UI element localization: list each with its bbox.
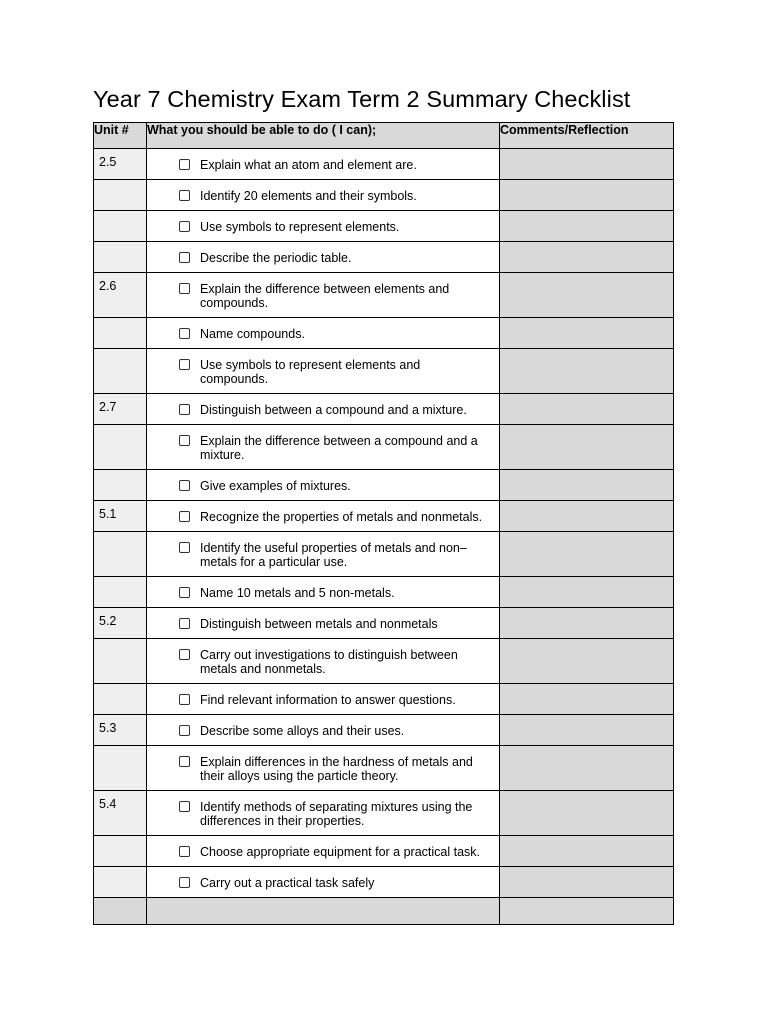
table-row (94, 242, 674, 273)
comments-cell[interactable] (500, 501, 674, 532)
unit-cell (94, 639, 147, 684)
checkbox-icon[interactable] (179, 435, 190, 446)
comments-cell[interactable] (500, 273, 674, 318)
comments-cell[interactable] (500, 180, 674, 211)
task-text: Describe the periodic table. (200, 251, 352, 265)
checkbox-icon[interactable] (179, 283, 190, 294)
unit-cell (94, 425, 147, 470)
task-text: Carry out investigations to distinguish between metals and nonmetals. (200, 648, 458, 676)
checkbox-icon[interactable] (179, 542, 190, 553)
task-cell (147, 746, 500, 791)
comments-cell[interactable] (500, 867, 674, 898)
unit-cell (94, 836, 147, 867)
table-row (94, 608, 674, 639)
unit-cell: 2.6 (94, 273, 147, 318)
task-cell (147, 608, 500, 639)
comments-cell[interactable] (500, 836, 674, 867)
checkbox-icon[interactable] (179, 649, 190, 660)
unit-cell: 5.1 (94, 501, 147, 532)
checkbox-icon[interactable] (179, 328, 190, 339)
comments-cell[interactable] (500, 577, 674, 608)
table-row (94, 394, 674, 425)
table-row (94, 180, 674, 211)
table-row (94, 715, 674, 746)
task-cell (147, 180, 500, 211)
unit-cell (94, 746, 147, 791)
task-text: Give examples of mixtures. (200, 479, 351, 493)
checkbox-icon[interactable] (179, 190, 190, 201)
table-row (94, 791, 674, 836)
task-cell (147, 684, 500, 715)
table-row (94, 577, 674, 608)
task-cell (147, 791, 500, 836)
checkbox-icon[interactable] (179, 359, 190, 370)
comments-cell[interactable] (500, 532, 674, 577)
task-cell (147, 867, 500, 898)
comments-cell[interactable] (500, 684, 674, 715)
unit-cell (94, 242, 147, 273)
task-cell (147, 149, 500, 180)
checkbox-icon[interactable] (179, 801, 190, 812)
checklist-table (93, 122, 674, 925)
task-text: Identify the useful properties of metals and non–metals for a particular use. (200, 541, 467, 569)
comments-cell[interactable] (500, 639, 674, 684)
task-text: Describe some alloys and their uses. (200, 724, 405, 738)
task-text: Explain differences in the hardness of metals and their alloys using the particle theory. (200, 755, 473, 783)
task-cell (147, 349, 500, 394)
unit-cell (94, 211, 147, 242)
table-row (94, 836, 674, 867)
task-cell (147, 394, 500, 425)
task-cell (147, 639, 500, 684)
task-cell (147, 501, 500, 532)
task-text: Distinguish between metals and nonmetals (200, 617, 438, 631)
checkbox-icon[interactable] (179, 252, 190, 263)
comments-cell[interactable] (500, 791, 674, 836)
task-text: Use symbols to represent elements. (200, 220, 400, 234)
checkbox-icon[interactable] (179, 480, 190, 491)
unit-cell: 5.3 (94, 715, 147, 746)
task-cell (147, 532, 500, 577)
task-cell (147, 425, 500, 470)
checkbox-icon[interactable] (179, 511, 190, 522)
task-text: Find relevant information to answer questions. (200, 693, 456, 707)
footer-unit-cell (94, 898, 147, 925)
checkbox-icon[interactable] (179, 159, 190, 170)
task-text: Use symbols to represent elements and compounds. (200, 358, 421, 386)
header-row (94, 123, 674, 149)
task-cell (147, 836, 500, 867)
table-row (94, 684, 674, 715)
checkbox-icon[interactable] (179, 221, 190, 232)
table-row (94, 746, 674, 791)
table-row (94, 149, 674, 180)
comments-cell[interactable] (500, 349, 674, 394)
comments-cell[interactable] (500, 394, 674, 425)
task-cell (147, 577, 500, 608)
comments-cell[interactable] (500, 318, 674, 349)
unit-cell: 2.7 (94, 394, 147, 425)
table-row (94, 273, 674, 318)
comments-cell[interactable] (500, 242, 674, 273)
checkbox-icon[interactable] (179, 877, 190, 888)
task-cell (147, 470, 500, 501)
checkbox-icon[interactable] (179, 587, 190, 598)
unit-cell (94, 867, 147, 898)
task-text: Carry out a practical task safely (200, 876, 375, 890)
table-row (94, 211, 674, 242)
comments-cell[interactable] (500, 470, 674, 501)
comments-cell[interactable] (500, 746, 674, 791)
table-row (94, 349, 674, 394)
task-text: Identify 20 elements and their symbols. (200, 189, 417, 203)
table-row (94, 470, 674, 501)
task-cell (147, 211, 500, 242)
comments-cell[interactable] (500, 425, 674, 470)
task-text: Identify methods of separating mixtures using the differences in their properties. (200, 800, 473, 828)
checkbox-icon[interactable] (179, 618, 190, 629)
unit-cell (94, 684, 147, 715)
footer-task-cell (147, 898, 500, 925)
task-text: Explain the difference between a compound and a mixture. (200, 434, 478, 462)
header-task: What you should be able to do ( I can); (147, 123, 500, 149)
task-text: Name 10 metals and 5 non-metals. (200, 586, 395, 600)
unit-cell: 5.2 (94, 608, 147, 639)
table-row (94, 532, 674, 577)
task-text: Explain the difference between elements and compounds. (200, 282, 450, 310)
task-cell (147, 318, 500, 349)
checkbox-icon[interactable] (179, 756, 190, 767)
page-title: Year 7 Chemistry Exam Term 2 Summary Checklist (93, 86, 631, 112)
comments-cell[interactable] (500, 149, 674, 180)
table-row (94, 867, 674, 898)
task-text: Explain what an atom and element are. (200, 158, 417, 172)
footer-comments-cell (500, 898, 674, 925)
comments-cell[interactable] (500, 715, 674, 746)
unit-cell (94, 577, 147, 608)
table-footer-row (94, 898, 674, 925)
comments-cell[interactable] (500, 608, 674, 639)
comments-cell[interactable] (500, 211, 674, 242)
unit-cell (94, 470, 147, 501)
unit-cell: 2.5 (94, 149, 147, 180)
unit-cell (94, 532, 147, 577)
checkbox-icon[interactable] (179, 725, 190, 736)
table-row (94, 501, 674, 532)
table-row (94, 425, 674, 470)
checkbox-icon[interactable] (179, 694, 190, 705)
unit-cell (94, 349, 147, 394)
table-row (94, 639, 674, 684)
task-cell (147, 242, 500, 273)
table-row (94, 318, 674, 349)
header-comments: Comments/Reflection (500, 123, 674, 149)
task-text: Choose appropriate equipment for a practical task. (200, 845, 481, 859)
checkbox-icon[interactable] (179, 404, 190, 415)
checkbox-icon[interactable] (179, 846, 190, 857)
task-text: Recognize the properties of metals and nonmetals. (200, 510, 483, 524)
header-unit: Unit # (94, 123, 147, 149)
task-cell (147, 715, 500, 746)
unit-cell: 5.4 (94, 791, 147, 836)
task-cell (147, 273, 500, 318)
unit-cell (94, 180, 147, 211)
task-text: Name compounds. (200, 327, 305, 341)
unit-cell (94, 318, 147, 349)
task-text: Distinguish between a compound and a mixture. (200, 403, 467, 417)
